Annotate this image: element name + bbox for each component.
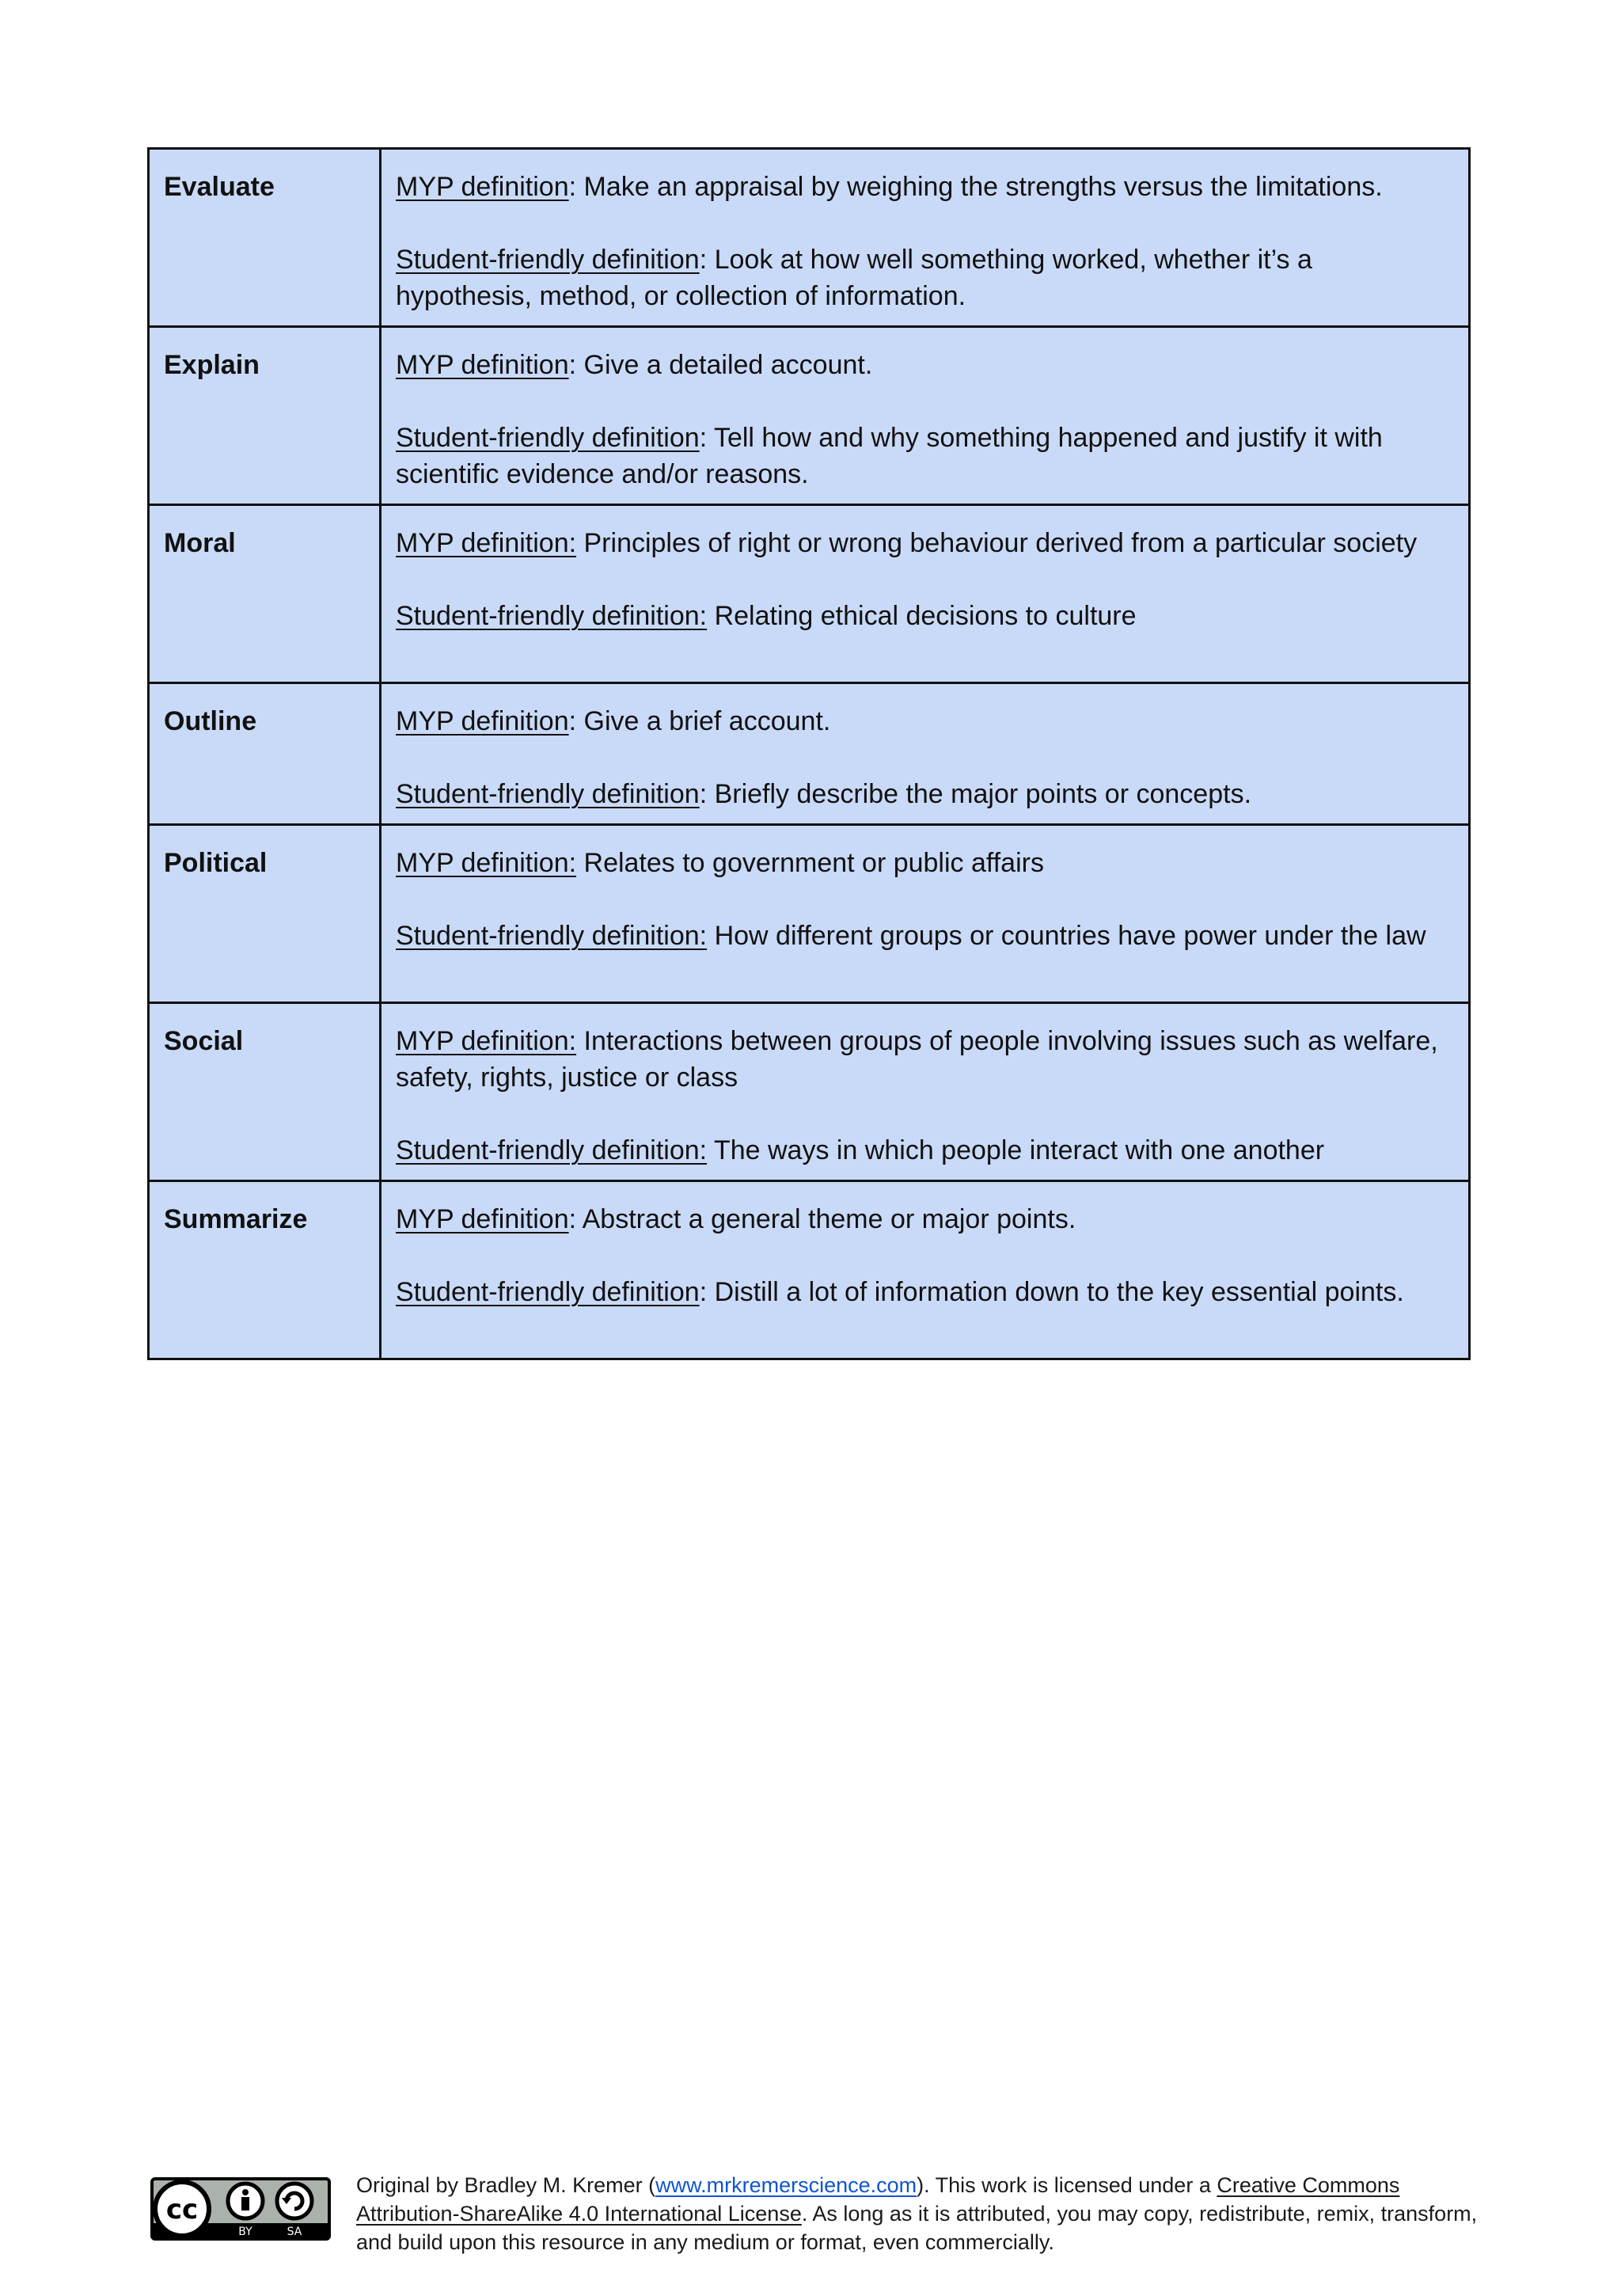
myp-definition-text: Relates to government or public affairs	[576, 848, 1044, 878]
myp-definition-label: MYP definition:	[396, 848, 577, 878]
license-notice	[356, 2171, 1480, 2256]
myp-definition-text: Make an appraisal by weighing the strengths versus the limitations.	[576, 172, 1383, 202]
student-friendly-text: Relating ethical decisions to culture	[707, 601, 1137, 631]
badge-sa-label: SA	[287, 2226, 302, 2238]
table-row	[149, 825, 1470, 1003]
myp-definition-text: Abstract a general theme or major points.	[576, 1204, 1076, 1234]
term-cell: Summarize	[149, 1181, 381, 1359]
license-text: ). This work is licensed under a	[917, 2173, 1217, 2197]
student-friendly-label: Student-friendly definition:	[396, 601, 708, 631]
student-friendly-text: Tell how and why something happened and justify it with scientific evidence and/or reasons.	[396, 423, 1383, 489]
student-friendly-text: Briefly describe the major points or concepts.	[707, 779, 1252, 809]
myp-definition	[396, 845, 1454, 881]
myp-definition-label: MYP definition	[396, 350, 569, 380]
student-friendly-text: The ways in which people interact with one another	[707, 1135, 1325, 1165]
license-link[interactable]: Creative Commons Attribution-ShareAlike 4.0 International License	[356, 2173, 1400, 2226]
term-cell: Evaluate	[149, 149, 381, 327]
attribution-text: Original by Bradley M. Kremer (	[356, 2173, 656, 2197]
student-friendly-definition	[396, 241, 1454, 314]
definitions-table	[147, 147, 1471, 1360]
student-friendly-label: Student-friendly definition	[396, 245, 700, 275]
student-friendly-text: Look at how well something worked, whether it’s a hypothesis, method, or collection of information.	[396, 245, 1312, 311]
student-friendly-label: Student-friendly definition:	[396, 1135, 708, 1165]
definition-cell	[381, 149, 1470, 327]
svg-text:cc: cc	[165, 2194, 199, 2226]
student-friendly-label: Student-friendly definition	[396, 779, 700, 809]
student-friendly-definition	[396, 1274, 1454, 1310]
student-friendly-definition	[396, 776, 1454, 812]
student-friendly-definition	[396, 918, 1454, 954]
myp-definition-label: MYP definition	[396, 172, 569, 202]
student-friendly-label: Student-friendly definition:	[396, 921, 708, 951]
myp-definition	[396, 1023, 1454, 1096]
student-friendly-definition	[396, 420, 1454, 492]
myp-definition	[396, 347, 1454, 383]
separator: :	[699, 1277, 708, 1307]
table-row	[149, 1181, 1470, 1359]
student-friendly-label: Student-friendly definition	[396, 1277, 700, 1307]
separator: :	[699, 423, 708, 453]
myp-definition-label: MYP definition	[396, 1204, 569, 1234]
student-friendly-definition	[396, 1132, 1454, 1169]
student-friendly-definition	[396, 598, 1454, 634]
myp-definition-text: Give a detailed account.	[576, 350, 873, 380]
separator: :	[568, 172, 577, 202]
definition-cell	[381, 1003, 1470, 1181]
myp-definition	[396, 703, 1454, 739]
term-cell: Outline	[149, 683, 381, 825]
student-friendly-label: Student-friendly definition	[396, 423, 700, 453]
separator: :	[699, 245, 708, 275]
table-row	[149, 327, 1470, 505]
separator: :	[568, 1204, 577, 1234]
student-friendly-text: Distill a lot of information down to the key essential points.	[707, 1277, 1404, 1307]
term-cell: Moral	[149, 505, 381, 683]
definition-cell	[381, 327, 1470, 505]
definition-cell	[381, 825, 1470, 1003]
myp-definition	[396, 169, 1454, 205]
myp-definition-label: MYP definition:	[396, 1026, 577, 1056]
myp-definition	[396, 525, 1454, 561]
badge-by-label: BY	[238, 2226, 252, 2238]
myp-definition-text: Give a brief account.	[576, 706, 831, 736]
definition-cell	[381, 1181, 1470, 1359]
cc-by-sa-license-icon[interactable]	[150, 2177, 331, 2241]
license-footer	[150, 2171, 1480, 2266]
definition-cell	[381, 683, 1470, 825]
separator: :	[568, 706, 577, 736]
myp-definition-label: MYP definition	[396, 706, 569, 736]
myp-definition-text: Principles of right or wrong behaviour derived from a particular society	[576, 528, 1418, 558]
permissions-text: . As long as it is attributed, you may copy, redistribute, remix, transform, and build upon this resource in any medium or format, even commercially.	[356, 2202, 1478, 2254]
myp-definition-label: MYP definition:	[396, 528, 577, 558]
separator: :	[568, 350, 577, 380]
term-cell: Political	[149, 825, 381, 1003]
term-cell: Explain	[149, 327, 381, 505]
table-row	[149, 149, 1470, 327]
table-row	[149, 683, 1470, 825]
table-row	[149, 505, 1470, 683]
student-friendly-text: How different groups or countries have power under the law	[707, 921, 1426, 951]
definition-cell	[381, 505, 1470, 683]
table-row	[149, 1003, 1470, 1181]
myp-definition-text: Interactions between groups of people involving issues such as welfare, safety, rights, justice or class	[396, 1026, 1438, 1093]
website-link[interactable]: www.mrkremerscience.com	[655, 2173, 917, 2197]
term-cell: Social	[149, 1003, 381, 1181]
myp-definition	[396, 1201, 1454, 1237]
separator: :	[699, 779, 708, 809]
